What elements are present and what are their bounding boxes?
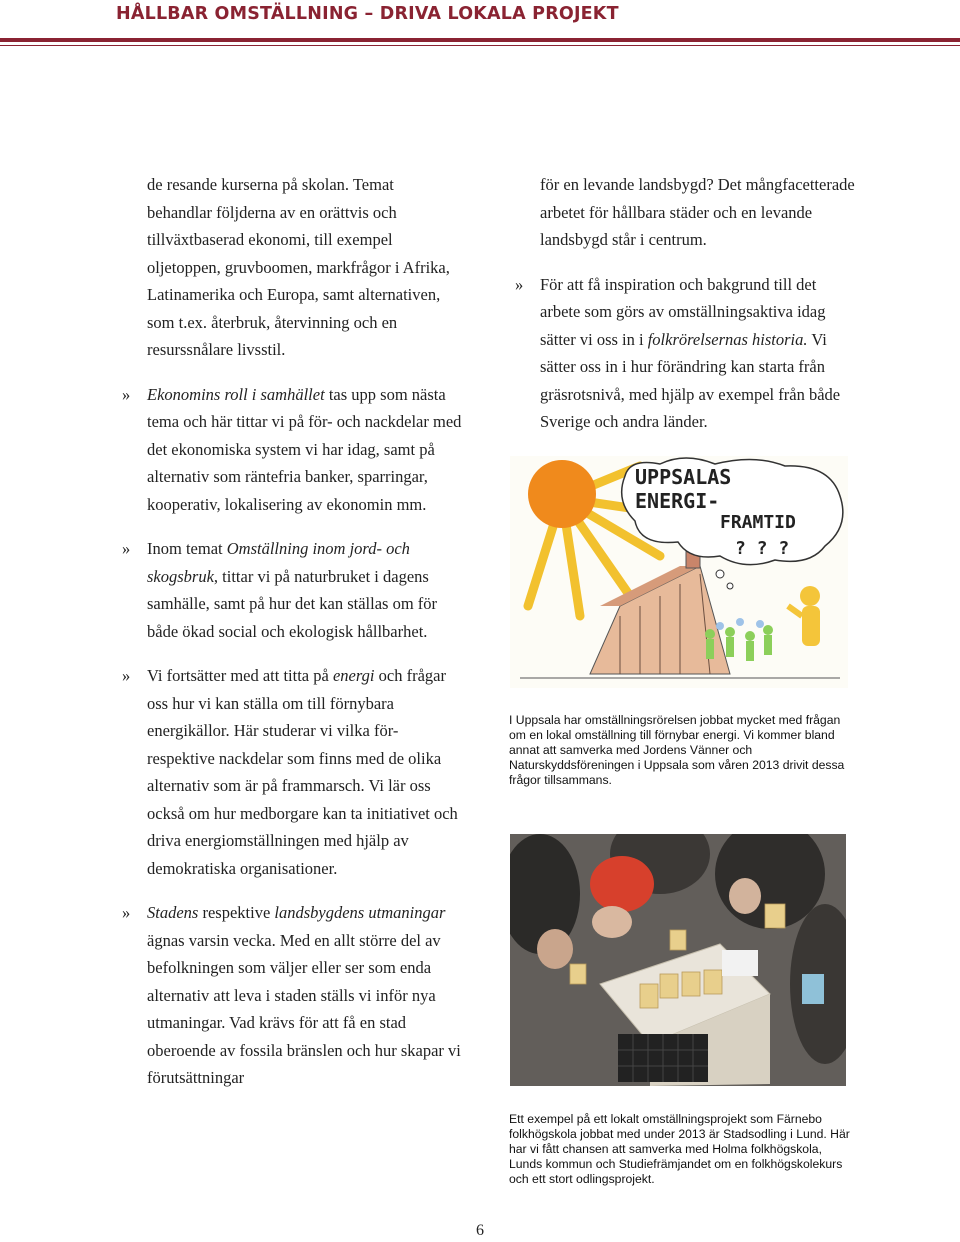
illus-line1: UPPSALAS bbox=[635, 465, 732, 489]
bullet-mark: » bbox=[122, 384, 131, 404]
illus-line2: ENERGI- bbox=[635, 489, 720, 513]
right-intro-paragraph: för en levande landsbygd? Det mångfacetterade arbetet för hållbara städer och en levande landsbygd står i centrum. bbox=[540, 175, 855, 249]
illus-line3: FRAMTID bbox=[720, 512, 796, 533]
page-number: 6 bbox=[476, 1222, 484, 1239]
energy-topic: energi bbox=[332, 666, 375, 685]
header-rule-thin bbox=[0, 45, 960, 46]
city-mid: respektive bbox=[198, 903, 275, 922]
left-column bbox=[122, 171, 462, 1092]
agriculture-topic: Omställning inom jord- och skogsbruk bbox=[147, 539, 410, 586]
city-topic: Stadens bbox=[147, 903, 199, 922]
bullet-energy bbox=[122, 662, 462, 882]
red-hat bbox=[590, 856, 654, 912]
energy-pre: Vi fortsätter med att titta på bbox=[147, 666, 333, 685]
city-text: ägnas varsin vecka. Med en allt större del av befolkningen som väljer eller ser som enda alternativ att leva i staden ställs vi inför nya utmaningar. Vad krävs för att få en stad oberoende av fossila bränslen och hur skapar vi förutsättningar bbox=[147, 930, 461, 1087]
illustration-caption: I Uppsala har omställningsrörelsen jobbat mycket med frågan om en lokal omställning till förnybar energi. Vi kommer bland annat att samverka med Jordens Vänner och Naturskyddsföreningen i Uppsala som våren 2013 drivit dessa frågor tillsammans. bbox=[509, 713, 845, 787]
illus-question: ? ? ? bbox=[735, 538, 790, 559]
bullet-mark: » bbox=[515, 274, 524, 294]
right-column bbox=[515, 171, 855, 436]
header-rule-thick bbox=[0, 38, 960, 42]
running-header: HÅLLBAR OMSTÄLLNING – DRIVA LOKALA PROJEKT bbox=[116, 4, 619, 24]
economy-topic: Ekonomins roll i samhället bbox=[147, 384, 325, 404]
agriculture-pre: Inom temat bbox=[147, 539, 227, 558]
energy-future-illustration bbox=[510, 456, 848, 688]
bullet-mark: » bbox=[122, 903, 131, 922]
seed-packets-photo bbox=[510, 834, 846, 1086]
energy-text: och frågar oss hur vi kan ställa om till förnybara energikällor. Här studerar vi vilka för- respektive nackdelar som finns med de olika alternativ som är på frammarsch. Vi lär oss också om hur medborgare kan ta initiativet och driva energiomställningen med hjälp av demokratiska organisationer. bbox=[147, 666, 458, 878]
sun-icon bbox=[528, 460, 596, 528]
agriculture-text: , tittar vi på naturbruket i dagens samhälle, samt på hur det kan ställas om för både ökad social och ekologisk hållbarhet. bbox=[147, 566, 438, 641]
history-topic: folkrörelsernas historia. bbox=[647, 329, 808, 349]
bullet-mark: » bbox=[122, 666, 131, 685]
economy-text: tas upp som nästa tema och här tittar vi på för- och nackdelar med det ekonomiska system vi har idag, samt på alternativ som räntefria banker, sparringar, kooperativ, lokalisering av ekonomin mm. bbox=[147, 384, 462, 514]
bullet-city-countryside bbox=[122, 899, 462, 1092]
bullet-history bbox=[515, 271, 855, 436]
countryside-topic: landsbygdens utmaningar bbox=[274, 903, 446, 922]
photo-caption: Ett exempel på ett lokalt omställningsprojekt som Färnebo folkhögskola jobbat med under 2013 är Stadsodling i Lund. Här har vi fått chansen att samverka med Holma folkhögskola, Lunds kommun och Studiefrämjandet om en folkhögskolekurs och ett stort odlingsprojekt. bbox=[509, 1112, 850, 1186]
history-text: Vi sätter oss in i hur förändring kan starta från gräsrotsnivå, med hjälp av exempel från både Sverige och andra länder. bbox=[540, 329, 841, 431]
history-pre: För att få inspiration och bakgrund till det arbete som görs av omställningsaktiva idag sätter vi oss in i bbox=[540, 274, 826, 349]
left-intro-paragraph: de resande kurserna på skolan. Temat behandlar följderna av en orättvis och tillväxtbaserad ekonomi, till exempel oljetoppen, gruvboomen, markfrågor i Afrika, Latinamerika och Europa, samt alternativen, som t.ex. återbruk, återvinning och en resurssnålare livsstil. bbox=[147, 175, 450, 359]
bullet-mark: » bbox=[122, 539, 131, 558]
bullet-economy bbox=[122, 381, 462, 519]
bullet-agriculture bbox=[122, 535, 462, 645]
